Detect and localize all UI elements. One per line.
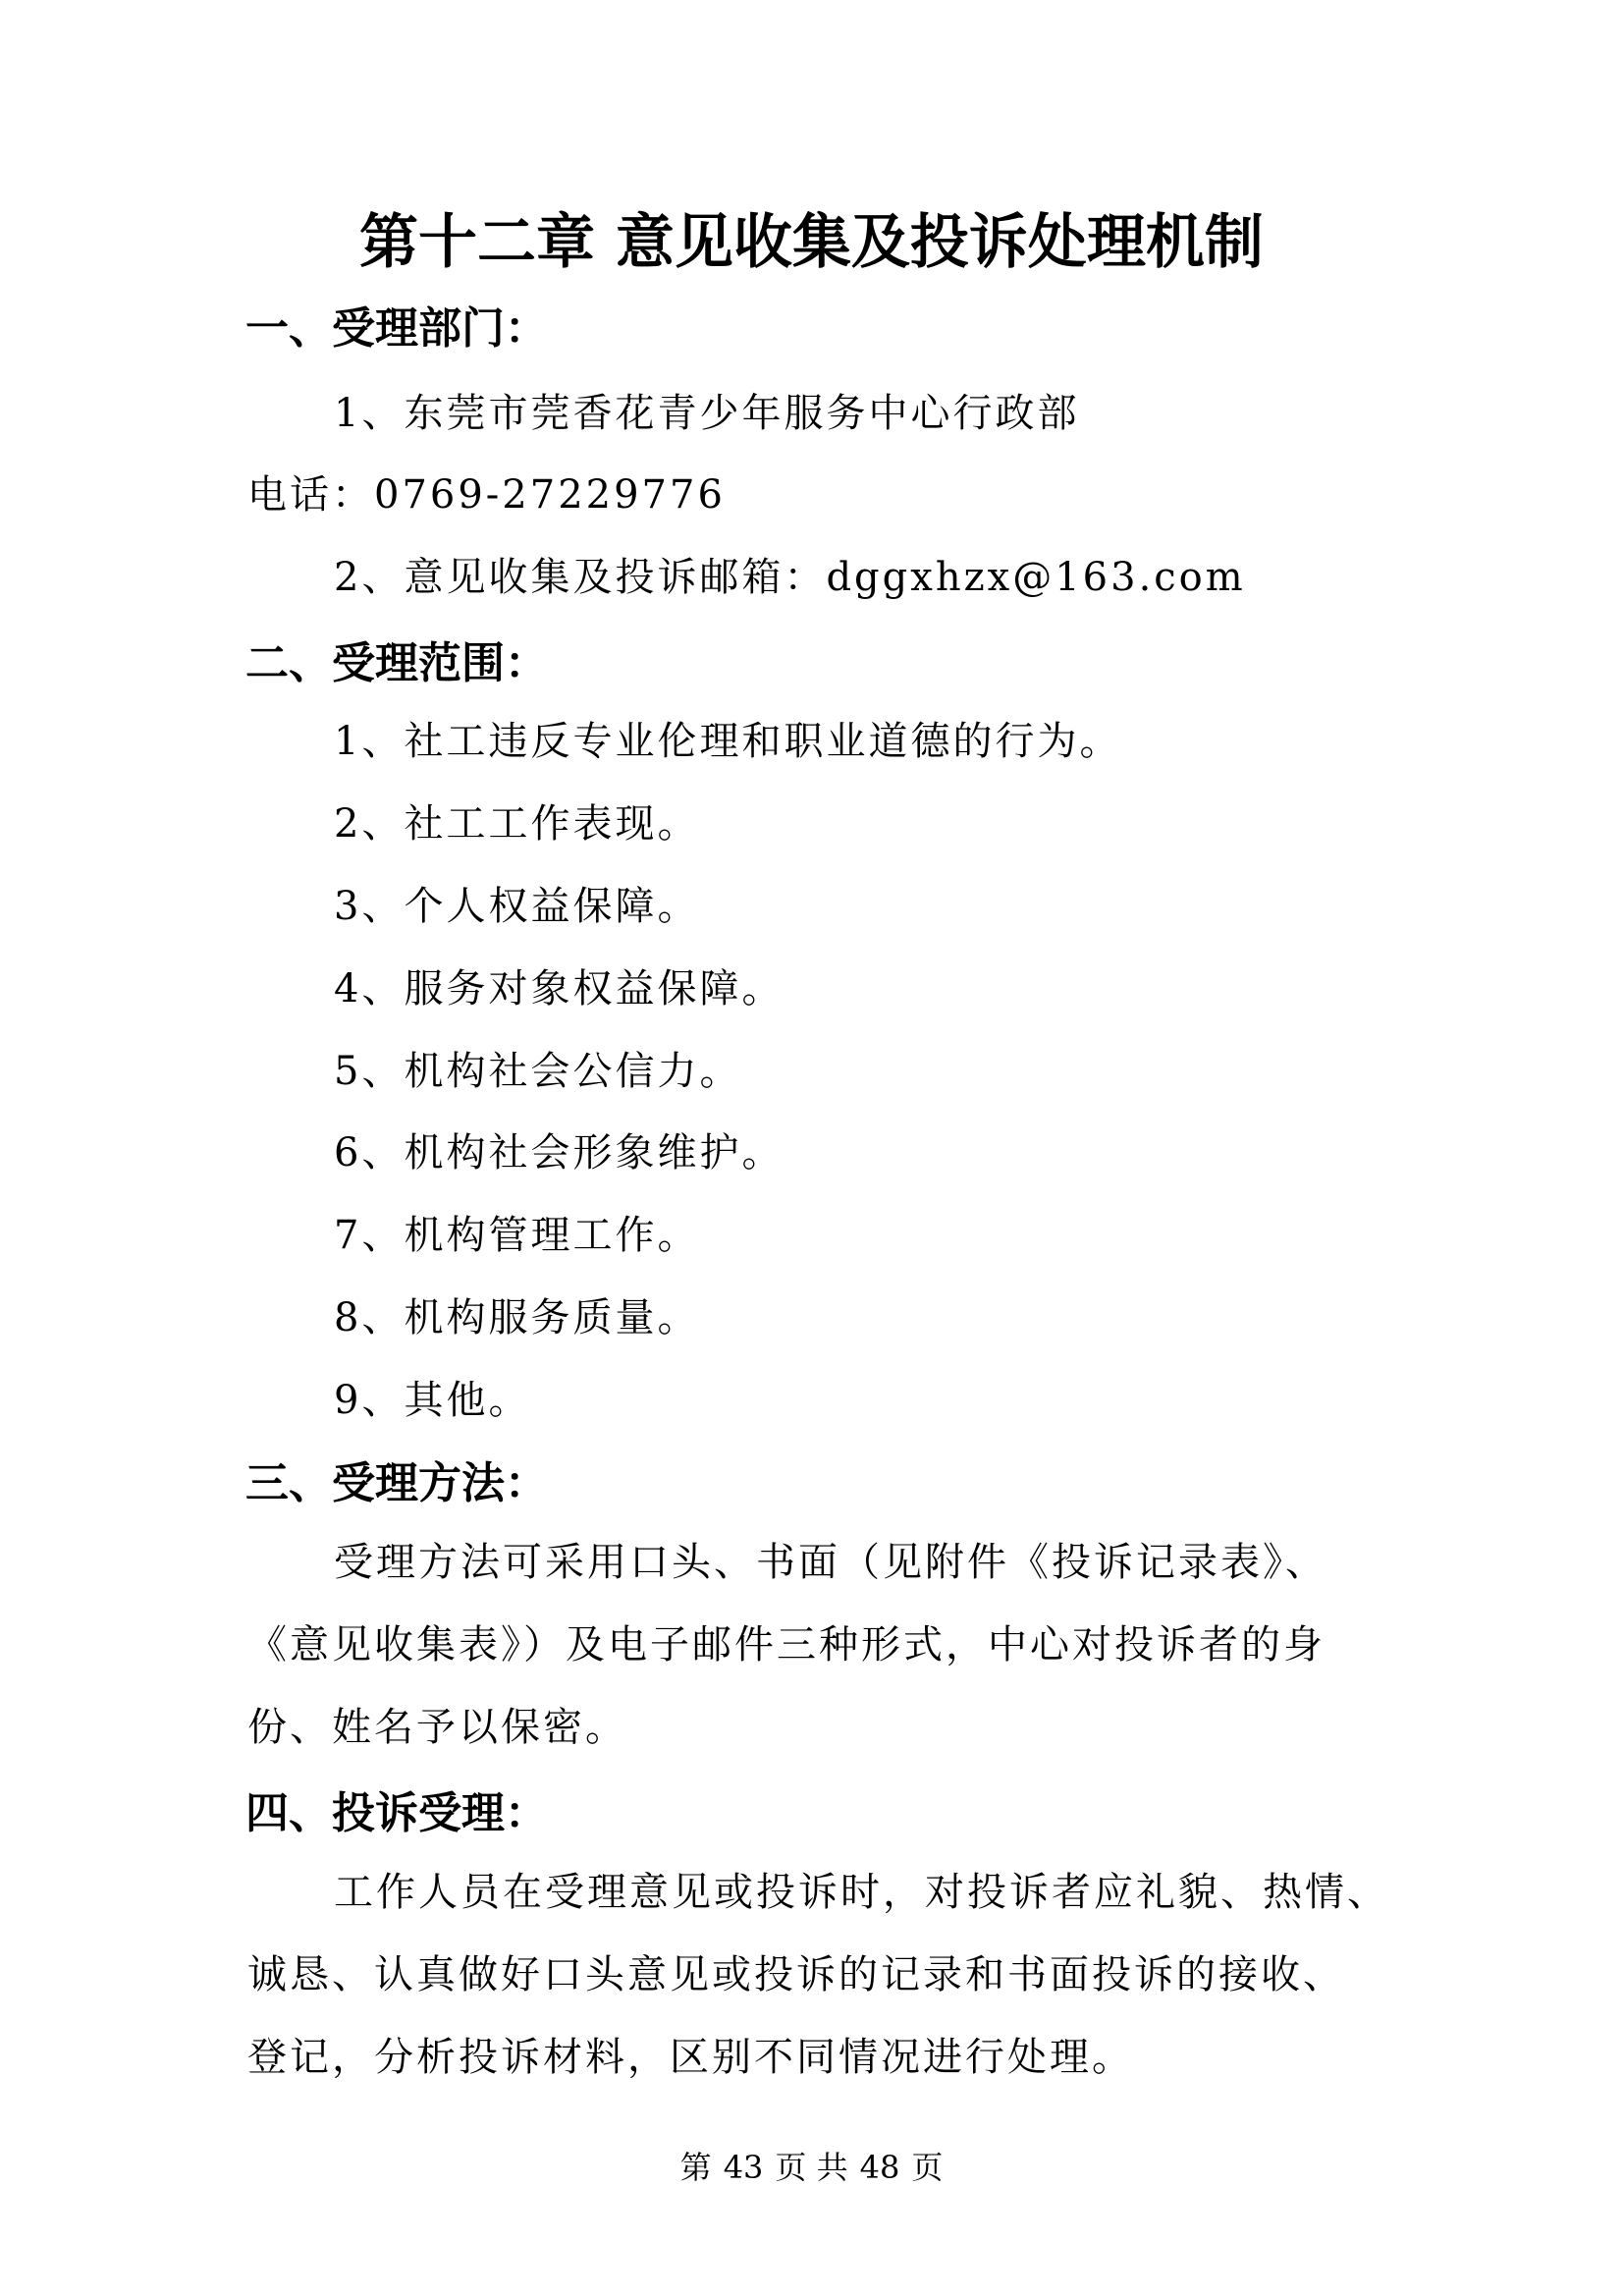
footer-middle: 页 共 xyxy=(775,2149,848,2186)
acceptance-paragraph-line: 登记，分析投诉材料，区别不同情况进行处理。 xyxy=(247,2035,1134,2080)
scope-item: 4、服务对象权益保障。 xyxy=(334,966,784,1011)
scope-item: 8、机构服务质量。 xyxy=(334,1295,700,1340)
scope-item: 7、机构管理工作。 xyxy=(334,1213,700,1258)
section-heading-scope: 二、受理范围： xyxy=(245,638,548,688)
footer-suffix: 页 xyxy=(911,2149,944,2186)
section-heading-department: 一、受理部门： xyxy=(245,303,548,354)
acceptance-paragraph-line: 工作人员在受理意见或投诉时，对投诉者应礼貌、热情、 xyxy=(334,1870,1389,1915)
scope-item: 6、机构社会形象维护。 xyxy=(334,1130,784,1175)
scope-item: 5、机构社会公信力。 xyxy=(334,1049,742,1094)
scope-item: 2、社工工作表现。 xyxy=(334,801,700,847)
scope-item: 9、其他。 xyxy=(334,1378,531,1423)
section-heading-acceptance: 四、投诉受理： xyxy=(245,1788,548,1838)
chapter-title: 第十二章 意见收集及投诉处理机制 xyxy=(359,208,1264,277)
complaint-email: 2、意见收集及投诉邮箱：dggxhzx@163.com xyxy=(334,555,1246,600)
department-phone: 电话：0769-27229776 xyxy=(247,472,726,518)
footer-prefix: 第 xyxy=(679,2149,712,2186)
page-number-total: 48 xyxy=(859,2149,900,2186)
page-number-current: 43 xyxy=(723,2149,764,2186)
method-paragraph-line: 受理方法可采用口头、书面（见附件《投诉记录表》、 xyxy=(334,1540,1327,1585)
page-footer xyxy=(0,2146,1623,2189)
scope-item: 3、个人权益保障。 xyxy=(334,884,700,929)
method-paragraph-line: 《意见收集表》）及电子邮件三种形式，中心对投诉者的身 xyxy=(247,1622,1325,1667)
scope-item: 1、社工违反专业伦理和职业道德的行为。 xyxy=(334,719,1122,764)
acceptance-paragraph-line: 诚恳、认真做好口头意见或投诉的记录和书面投诉的接收、 xyxy=(247,1952,1345,1997)
section-heading-method: 三、受理方法： xyxy=(245,1458,548,1508)
department-name: 1、东莞市莞香花青少年服务中心行政部 xyxy=(334,391,1080,436)
method-paragraph-line: 份、姓名予以保密。 xyxy=(247,1705,627,1750)
